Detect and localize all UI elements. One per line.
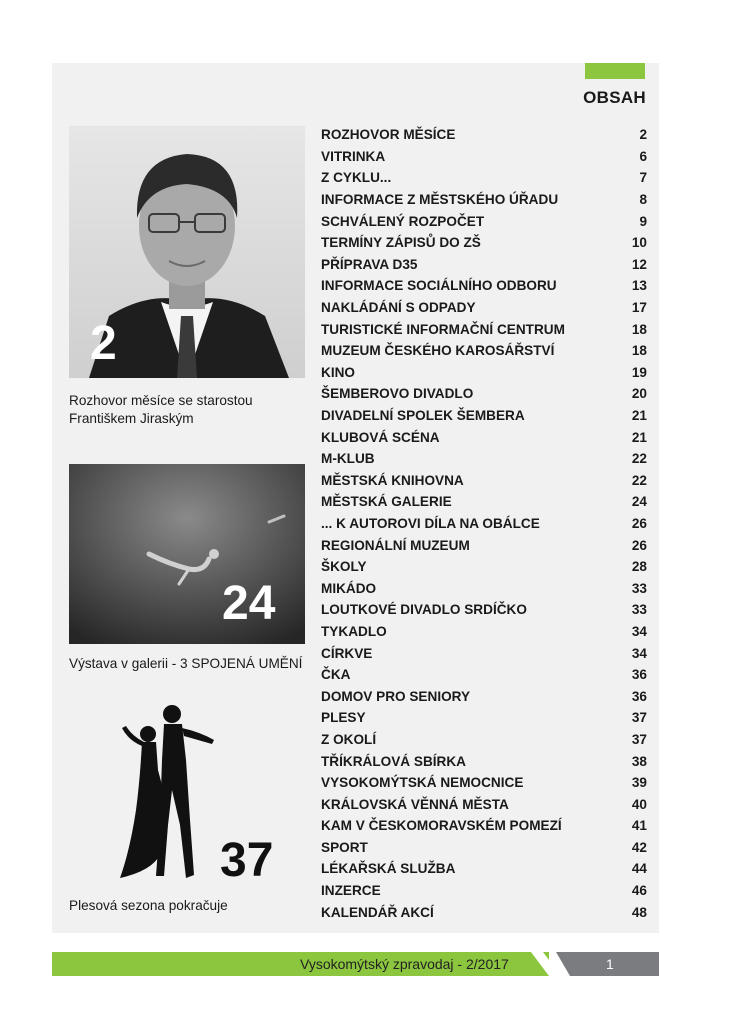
caption-line: Františkem Jiraským [69,411,194,426]
toc-entry-label: LÉKAŘSKÁ SLUŽBA [321,861,456,877]
toc-entry-page: 33 [631,580,647,596]
feature-caption-balls: Plesová sezona pokračuje [69,898,228,913]
toc-entry-label: TYKADLO [321,623,387,639]
toc-entry-label: ... K AUTOROVI DÍLA NA OBÁLCE [321,515,540,531]
toc-entry-page: 34 [631,645,647,661]
toc-entry-label: ŠEMBEROVO DIVADLO [321,386,474,402]
toc-entry-page: 18 [631,321,647,337]
toc-entry-label: CÍRKVE [321,645,373,661]
toc-entry-label: DOMOV PRO SENIORY [321,688,471,704]
toc-entry-page: 19 [631,364,647,380]
toc-entry-page: 22 [631,472,647,488]
toc-entry[interactable] [321,210,647,232]
toc-entry[interactable] [321,426,647,448]
toc-entry-label: NAKLÁDÁNÍ S ODPADY [321,300,476,316]
toc-title: OBSAH [583,88,646,107]
toc-entry[interactable] [321,124,647,146]
toc-entry[interactable] [321,448,647,470]
toc-entry-label: VYSOKOMÝTSKÁ NEMOCNICE [321,775,524,791]
feature-number-37: 37 [220,834,274,887]
toc-entry[interactable] [321,232,647,254]
toc-entry[interactable] [321,599,647,621]
toc-entry-page: 21 [631,408,647,424]
toc-entry-label: KRÁLOVSKÁ VĚNNÁ MĚSTA [321,796,509,812]
toc-entry-page: 28 [631,559,647,575]
toc-entry-page: 20 [631,386,647,402]
toc-entry-label: PŘÍPRAVA D35 [321,256,418,272]
toc-entry-page: 48 [631,904,647,920]
toc-entry[interactable] [321,901,647,923]
toc-entry-label: KALENDÁŘ AKCÍ [321,904,434,920]
feature-number-24: 24 [222,577,276,630]
toc-entry-page: 2 [639,127,647,143]
feature-caption-gallery: Výstava v galerii - 3 SPOJENÁ UMĚNÍ [69,656,303,671]
toc-entry-page: 46 [631,883,647,899]
toc-entry-page: 41 [631,818,647,834]
toc-entry[interactable] [321,858,647,880]
toc-entry-label: MUZEUM ČESKÉHO KAROSÁŘSTVÍ [321,343,555,359]
toc-entry[interactable] [321,642,647,664]
toc-entry[interactable] [321,297,647,319]
toc-entry-page: 6 [639,148,647,164]
toc-entry-label: LOUTKOVÉ DIVADLO SRDÍČKO [321,602,527,618]
toc-entry[interactable] [321,340,647,362]
toc-entry-label: SPORT [321,839,368,855]
toc-entry-label: PLESY [321,710,366,726]
toc-entry-label: ŠKOLY [321,559,367,575]
toc-entry-label: ROZHOVOR MĚSÍCE [321,127,456,143]
toc-entry-label: Z OKOLÍ [321,731,377,747]
toc-entry-label: TERMÍNY ZÁPISŮ DO ZŠ [321,235,481,251]
toc-entry[interactable] [321,362,647,384]
toc-entry-page: 44 [631,861,647,877]
toc-entry-page: 10 [631,235,647,251]
toc-entry[interactable] [321,491,647,513]
toc-entry[interactable] [321,470,647,492]
toc-entry-page: 42 [631,839,647,855]
toc-entry-page: 36 [631,688,647,704]
toc-entry[interactable] [321,793,647,815]
toc-entry[interactable] [321,577,647,599]
toc-entry-page: 24 [631,494,647,510]
toc-entry[interactable] [321,729,647,751]
toc-entry[interactable] [321,254,647,276]
toc-entry-label: MĚSTSKÁ KNIHOVNA [321,472,464,488]
toc-entry[interactable] [321,664,647,686]
feature-caption-interview [69,392,253,428]
toc-entry-page: 17 [631,300,647,316]
toc-entry-page: 40 [631,796,647,812]
toc-entry-page: 9 [639,213,647,229]
toc-entry-label: MĚSTSKÁ GALERIE [321,494,452,510]
caption-line: Rozhovor měsíce se starostou [69,393,253,408]
toc-entry[interactable] [321,383,647,405]
toc-entry[interactable] [321,837,647,859]
dancers-silhouette-icon [110,700,220,885]
toc-entry-page: 26 [631,515,647,531]
toc-entry[interactable] [321,167,647,189]
toc-entry-page: 13 [631,278,647,294]
toc-entry-page: 12 [631,256,647,272]
table-of-contents [321,124,647,923]
toc-entry-label: REGIONÁLNÍ MUZEUM [321,537,470,553]
toc-entry[interactable] [321,621,647,643]
accent-tab [585,63,645,79]
toc-entry-page: 37 [631,731,647,747]
toc-entry-page: 18 [631,343,647,359]
toc-entry-label: KAM V ČESKOMORAVSKÉM POMEZÍ [321,818,562,834]
page-number: 1 [606,956,614,972]
toc-entry-page: 8 [639,192,647,208]
toc-entry[interactable] [321,556,647,578]
toc-entry-label: VITRINKA [321,148,386,164]
toc-entry[interactable] [321,772,647,794]
toc-entry-page: 33 [631,602,647,618]
toc-entry-label: SCHVÁLENÝ ROZPOČET [321,213,485,229]
toc-entry[interactable] [321,707,647,729]
toc-entry-label: INFORMACE Z MĚSTSKÉHO ÚŘADU [321,192,559,208]
toc-entry-label: TŘÍKRÁLOVÁ SBÍRKA [321,753,466,769]
toc-entry[interactable] [321,750,647,772]
toc-entry-label: ČKA [321,667,351,683]
toc-entry-page: 34 [631,623,647,639]
toc-entry[interactable] [321,880,647,902]
toc-entry-page: 37 [631,710,647,726]
toc-entry-page: 22 [631,451,647,467]
toc-entry[interactable] [321,815,647,837]
toc-entry-label: MIKÁDO [321,580,377,596]
toc-entry-label: INFORMACE SOCIÁLNÍHO ODBORU [321,278,557,294]
toc-entry[interactable] [321,189,647,211]
toc-entry[interactable] [321,146,647,168]
toc-entry[interactable] [321,534,647,556]
toc-entry-label: INZERCE [321,883,381,899]
toc-entry-page: 26 [631,537,647,553]
toc-entry[interactable] [321,513,647,535]
toc-entry-page: 38 [631,753,647,769]
feature-number-2: 2 [90,317,117,370]
toc-entry-label: Z CYKLU... [321,170,392,186]
toc-entry-label: TURISTICKÉ INFORMAČNÍ CENTRUM [321,321,565,337]
toc-entry-label: DIVADELNÍ SPOLEK ŠEMBERA [321,408,525,424]
toc-entry-page: 39 [631,775,647,791]
toc-entry-page: 7 [639,170,647,186]
toc-entry[interactable] [321,318,647,340]
publication-title: Vysokomýtský zpravodaj - 2/2017 [300,956,509,972]
toc-entry-label: KINO [321,364,355,380]
toc-entry[interactable] [321,405,647,427]
toc-entry[interactable] [321,685,647,707]
toc-entry-page: 36 [631,667,647,683]
toc-entry-label: KLUBOVÁ SCÉNA [321,429,440,445]
toc-entry-label: M-KLUB [321,451,375,467]
toc-entry[interactable] [321,275,647,297]
toc-entry-page: 21 [631,429,647,445]
